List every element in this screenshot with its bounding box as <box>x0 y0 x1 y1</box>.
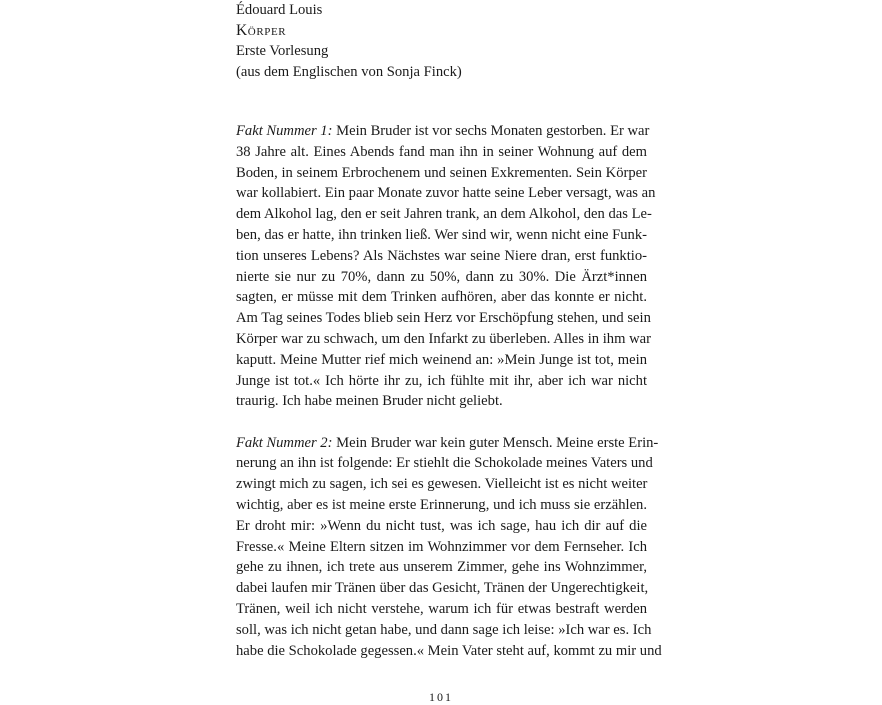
lecture-subtitle: Erste Vorlesung <box>236 43 329 59</box>
paragraph-lead: Fakt Nummer 2: <box>236 434 333 451</box>
text-line: ben, das er hatte, ihn trinken ließ. Wer sind wir, wenn nicht eine Funk- <box>236 226 647 243</box>
text-line: zwingt mich zu sagen, ich sei es gewesen. Vielleicht ist es nicht weiter <box>236 476 648 493</box>
text-line: Er droht mir: »Wenn du nicht tust, was ich sage, hau ich dir auf die <box>236 517 647 534</box>
text-line: wichtig, aber es ist meine erste Erinnerung, und ich muss sie erzählen. <box>236 497 647 514</box>
text-line: Junge ist tot.« Ich hörte ihr zu, ich fühlte mit ihr, aber ich war nicht <box>236 372 647 389</box>
text-line: Fresse.« Meine Eltern sitzen im Wohnzimmer vor dem Fernseher. Ich <box>236 538 647 555</box>
chapter-header <box>236 0 656 82</box>
text-line: nierte sie nur zu 70%, dann zu 50%, dann zu 30%. Die Ärzt*innen <box>236 268 647 285</box>
line-text: Mein Bruder ist vor sechs Monaten gestorben. Er war <box>332 123 650 139</box>
text-line: kaputt. Meine Mutter rief mich weinend an: »Mein Junge ist tot, mein <box>236 351 647 368</box>
text-line <box>236 433 659 454</box>
text-line: soll, was ich nicht getan habe, und dann sage ich leise: »Ich war es. Ich <box>236 621 652 638</box>
text-line: war kollabiert. Ein paar Monate zuvor hatte seine Leber versagt, was an <box>236 185 656 202</box>
text-line: Boden, in seinem Erbrochenem und seinen Exkrementen. Sein Körper <box>236 164 647 181</box>
paragraph-fact-2 <box>236 433 662 662</box>
text-line: sagten, er müsse mit dem Trinken aufhören, aber das konnte er nicht. <box>236 289 647 306</box>
text-line <box>236 121 650 142</box>
text-line: Am Tag seines Todes blieb sein Herz vor Erschöpfung stehen, und sein <box>236 310 651 327</box>
paragraph-fact-1 <box>236 121 656 412</box>
text-line: gehe zu ihnen, ich trete aus unserem Zimmer, gehe ins Wohnzimmer, <box>236 559 647 576</box>
body-text <box>236 121 662 661</box>
text-line: tion unseres Lebens? Als Nächstes war seine Niere dran, erst funktio- <box>236 247 647 264</box>
text-line: nerung an ihn ist folgende: Er stiehlt die Schokolade meines Vaters und <box>236 455 653 472</box>
text-line: dabei laufen mir Tränen über das Gesicht, Tränen der Ungerechtigkeit, <box>236 580 649 597</box>
lecture-title: Körper <box>236 21 287 39</box>
text-line: dem Alkohol lag, den er seit Jahren trank, an dem Alkohol, den das Le- <box>236 206 652 223</box>
text-line: Tränen, weil ich nicht verstehe, warum ich für etwas bestraft werden <box>236 601 647 618</box>
text-line: habe die Schokolade gegessen.« Mein Vater steht auf, kommt zu mir und <box>236 642 662 659</box>
text-line: 38 Jahre alt. Eines Abends fand man ihn in seiner Wohnung auf dem <box>236 143 647 160</box>
paragraph-lead: Fakt Nummer 1: <box>236 123 333 139</box>
author-name: Édouard Louis <box>236 2 323 18</box>
text-line: Körper war zu schwach, um den Infarkt zu überleben. Alles in ihm war <box>236 330 651 347</box>
page-number: 101 <box>429 690 453 704</box>
line-text: Mein Bruder war kein guter Mensch. Meine erste Erin- <box>332 434 659 451</box>
text-line: traurig. Ich habe meinen Bruder nicht geliebt. <box>236 393 503 410</box>
translation-note: (aus dem Englischen von Sonja Finck) <box>236 63 462 80</box>
